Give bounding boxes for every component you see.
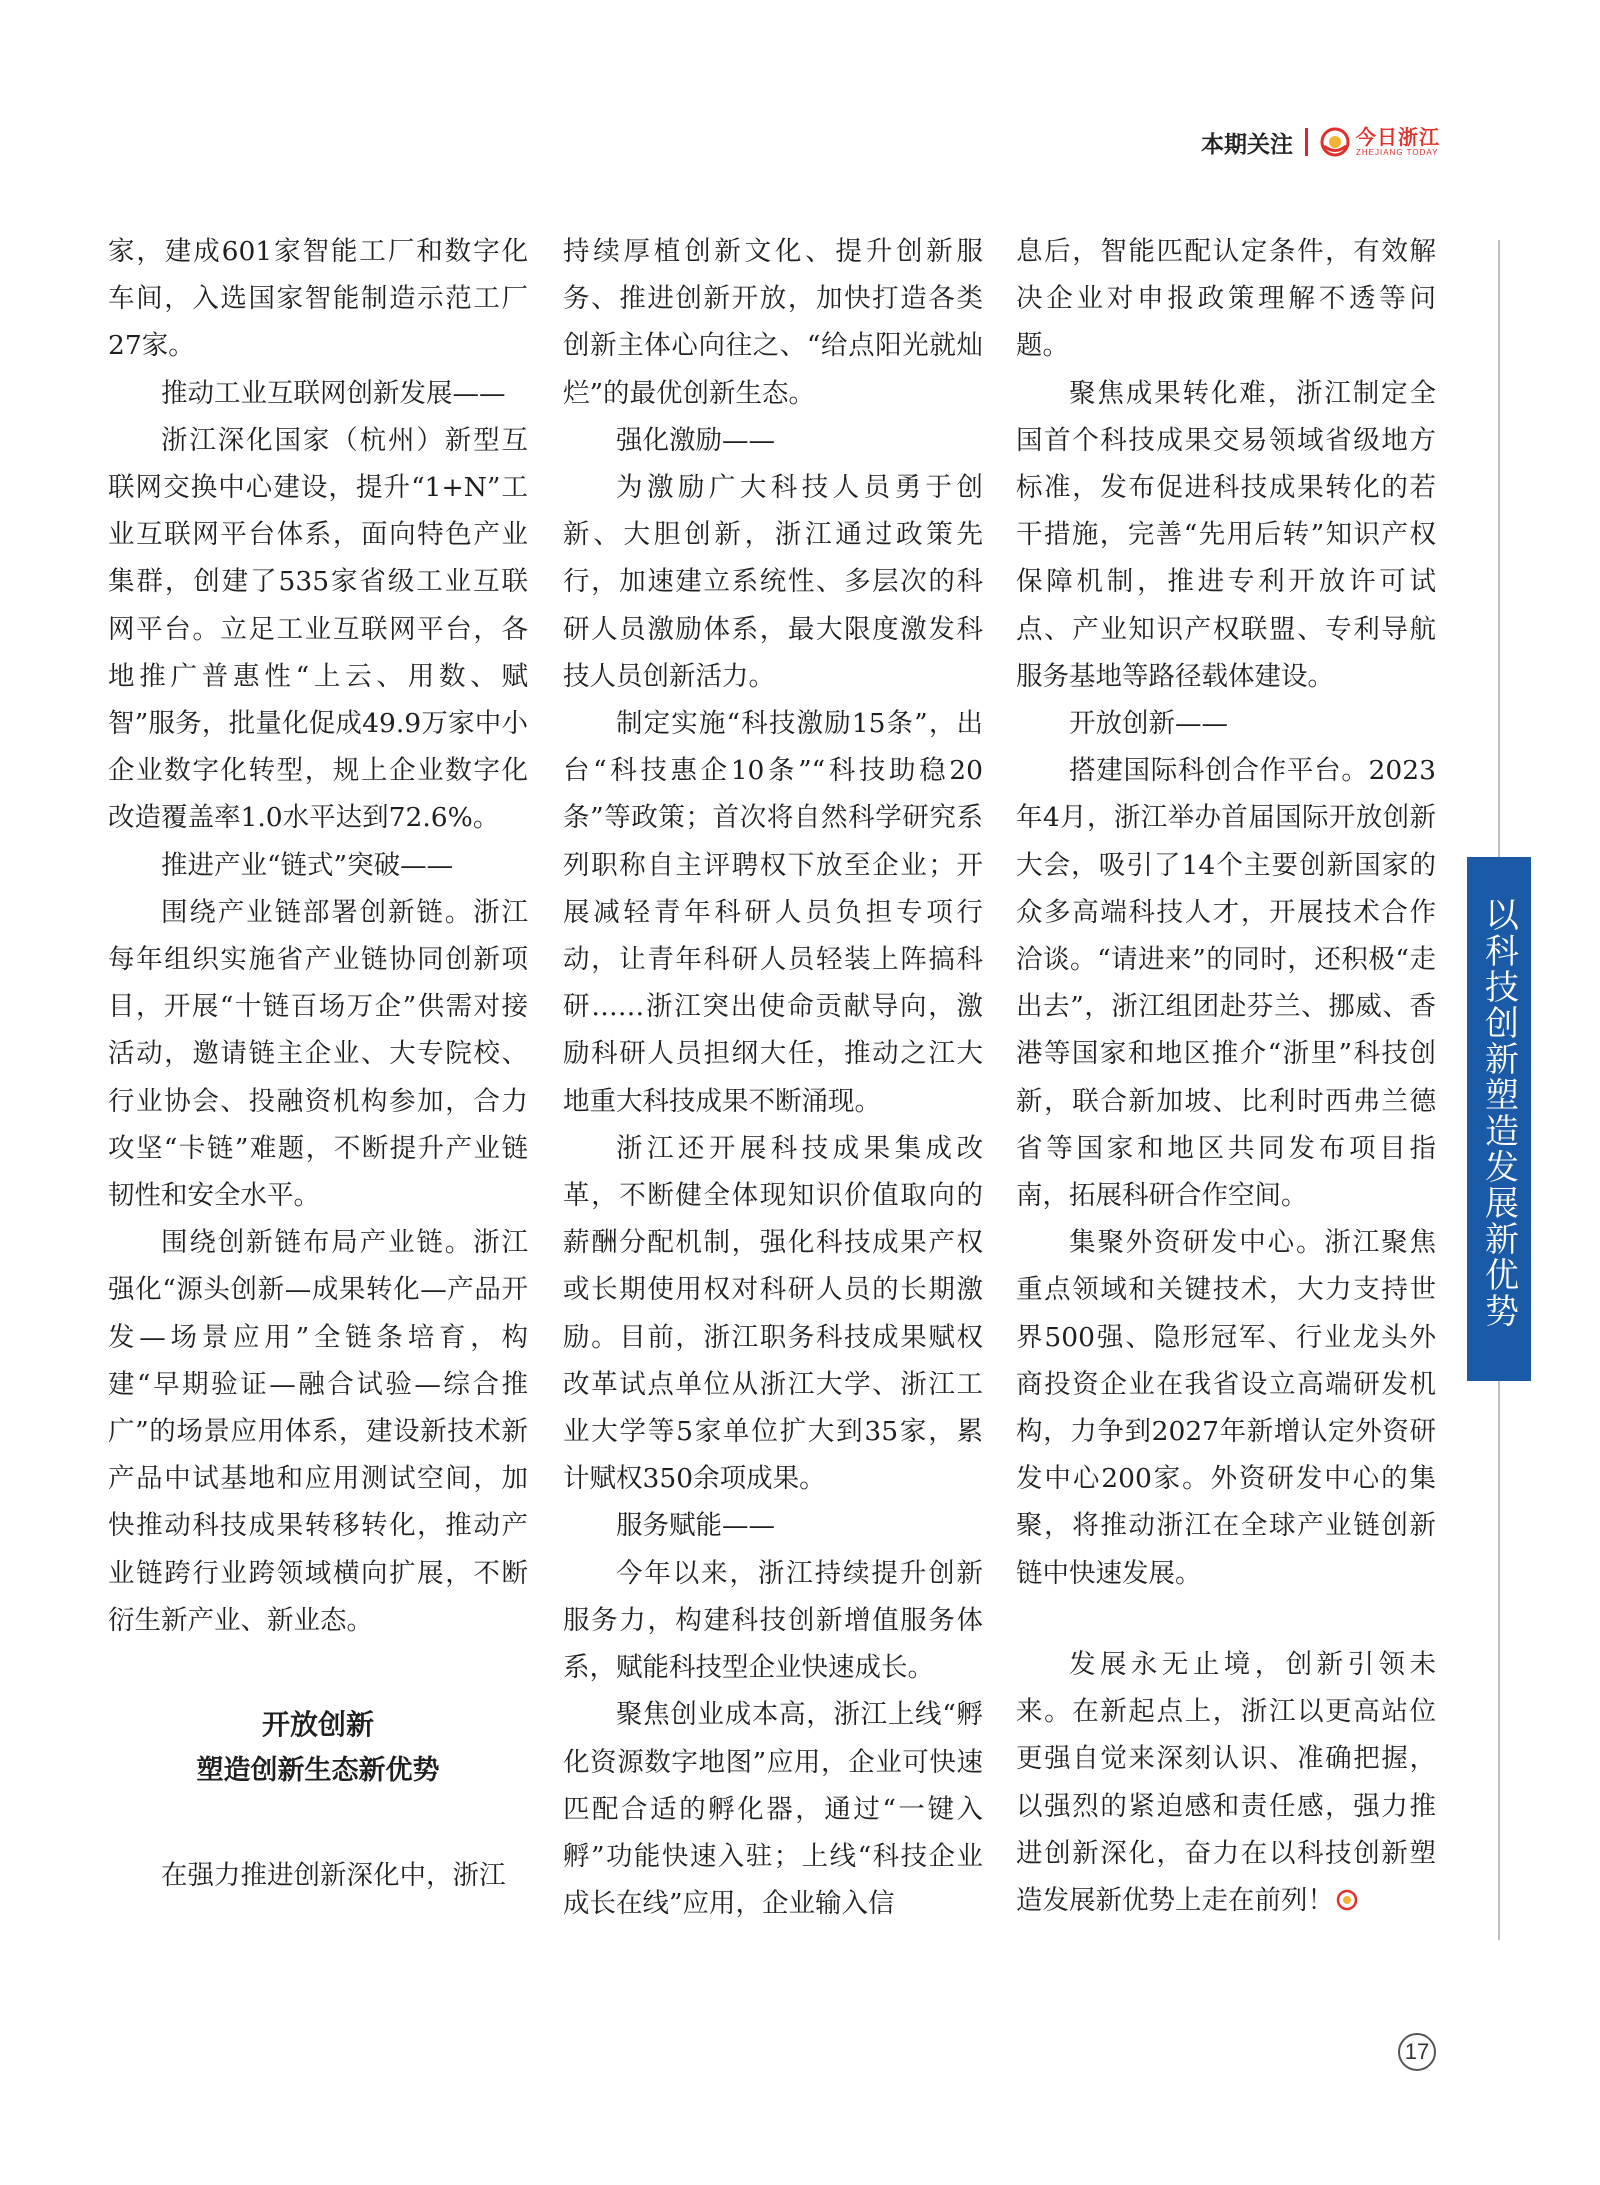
- paragraph: 集聚外资研发中心。浙江聚焦重点领域和关键技术，大力支持世界500强、隐形冠军、行业龙头外商投资企业在我省设立高端研发机构，力争到2027年新增认定外资研发中心200家。外资研发中心的集聚，将推动浙江在全球产业链创新链中快速发展。: [1016, 1227, 1436, 1589]
- subheading: 开放创新——: [1069, 708, 1228, 740]
- paragraph: 家，建成601家智能工厂和数字化车间，入选国家智能制造示范工厂27家。: [108, 236, 528, 362]
- logo-text-cn: 今日浙江: [1356, 125, 1440, 149]
- page-number: 17: [1398, 2033, 1436, 2071]
- subheading: 服务赋能——: [616, 1510, 775, 1542]
- section-title: 开放创新: [261, 1708, 374, 1742]
- closing-text: 发展永无止境，创新引领未来。在新起点上，浙江以更高站位更强自觉来深刻认识、准确把握，以强烈的紧迫感和责任感，强力推进创新深化，奋力在以科技创新塑造发展新优势上走在前列！: [1016, 1648, 1436, 1916]
- header-divider: [1305, 128, 1308, 156]
- paragraph: 息后，智能匹配认定条件，有效解决企业对申报政策理解不透等问题。: [1016, 236, 1436, 362]
- subheading: 推进产业“链式”突破——: [161, 849, 454, 881]
- paragraph: 制定实施“科技激励15条”，出台“科技惠企10条”“科技助稳20条”等政策；首次将自然科学研究系列职称自主评聘权下放至企业；开展减轻青年科研人员负担专项行动，让青年科研人员轻装上阵搞科研……浙江突出使命贡献导向，激励科研人员担纲大任，推动之江大地重大科技成果不断涌现。: [563, 708, 983, 1117]
- paragraph: 聚焦成果转化难，浙江制定全国首个科技成果交易领域省级地方标准，发布促进科技成果转化的若干措施，完善“先用后转”知识产权保障机制，推进专利开放许可试点、产业知识产权联盟、专利导航服务基地等路径载体建设。: [1016, 377, 1436, 692]
- subheading: 强化激励——: [616, 424, 775, 456]
- paragraph: 在强力推进创新深化中，浙江: [161, 1860, 506, 1892]
- magazine-logo: [1356, 127, 1440, 157]
- section-label: 本期关注: [1201, 131, 1293, 158]
- paragraph-gap: [1016, 1597, 1436, 1641]
- side-title-tab: [1467, 857, 1531, 1381]
- text-column-2: [563, 228, 983, 1927]
- logo-text-en: ZHEJIANG TODAY: [1356, 148, 1439, 157]
- paragraph: 围绕创新链布局产业链。浙江强化“源头创新—成果转化—产品开发—场景应用”全链条培育，构建“早期验证—融合试验—综合推广”的场景应用体系，建设新技术新产品中试基地和应用测试空间，加快推动科技成果转移转化，推动产业链跨行业跨领域横向扩展，不断衍生新产业、新业态。: [108, 1227, 528, 1636]
- paragraph: 围绕产业链部署创新链。浙江每年组织实施省产业链协同创新项目，开展“十链百场万企”供需对接活动，邀请链主企业、大专院校、行业协会、投融资机构参加，合力攻坚“卡链”难题，不断提升产业链韧性和安全水平。: [108, 896, 528, 1212]
- paragraph: 为激励广大科技人员勇于创新、大胆创新，浙江通过政策先行，加速建立系统性、多层次的科研人员激励体系，最大限度激发科技人员创新活力。: [563, 472, 983, 692]
- paragraph: 聚焦创业成本高，浙江上线“孵化资源数字地图”应用，企业可快速匹配合适的孵化器，通过“一键入孵”功能快速入驻；上线“科技企业成长在线”应用，企业输入信: [563, 1699, 983, 1920]
- magazine-logo-icon: [1320, 127, 1350, 157]
- section-subtitle: 塑造创新生态新优势: [196, 1755, 440, 1787]
- paragraph: 今年以来，浙江持续提升创新服务力，构建科技创新增值服务体系，赋能科技型企业快速成长。: [563, 1557, 983, 1684]
- subheading: 推动工业互联网创新发展——: [161, 377, 506, 409]
- text-column-3: [1016, 228, 1436, 1924]
- article-end-icon: [1336, 1889, 1358, 1911]
- page-header: [1201, 124, 1440, 160]
- side-title-text: 以科技创新塑造发展新优势: [1478, 897, 1519, 1329]
- section-heading: [108, 1702, 528, 1794]
- paragraph: 浙江还开展科技成果集成改革，不断健全体现知识价值取向的薪酬分配机制，强化科技成果产权或长期使用权对科研人员的长期激励。目前，浙江职务科技成果赋权改革试点单位从浙江大学、浙江工业大学等5家单位扩大到35家，累计赋权350余项成果。: [563, 1132, 983, 1495]
- paragraph: 搭建国际科创合作平台。2023年4月，浙江举办首届国际开放创新大会，吸引了14个主要创新国家的众多高端科技人才，开展技术合作洽谈。“请进来”的同时，还积极“走出去”，浙江组团赴芬兰、挪威、香港等国家和地区推介“浙里”科技创新，联合新加坡、比利时西弗兰德省等国家和地区共同发布项目指南，拓展科研合作空间。: [1016, 755, 1436, 1212]
- paragraph: 持续厚植创新文化、提升创新服务、推进创新开放，加快打造各类创新主体心向往之、“给点阳光就灿烂”的最优创新生态。: [563, 236, 983, 409]
- closing-paragraph: [1016, 1641, 1436, 1924]
- paragraph: 浙江深化国家（杭州）新型互联网交换中心建设，提升“1+N”工业互联网平台体系，面向特色产业集群，创建了535家省级工业互联网平台。立足工业互联网平台，各地推广普惠性“上云、用数、赋智”服务，批量化促成49.9万家中小企业数字化转型，规上企业数字化改造覆盖率1.0水平达到72.6%。: [108, 424, 528, 834]
- text-column-1: [108, 228, 528, 1899]
